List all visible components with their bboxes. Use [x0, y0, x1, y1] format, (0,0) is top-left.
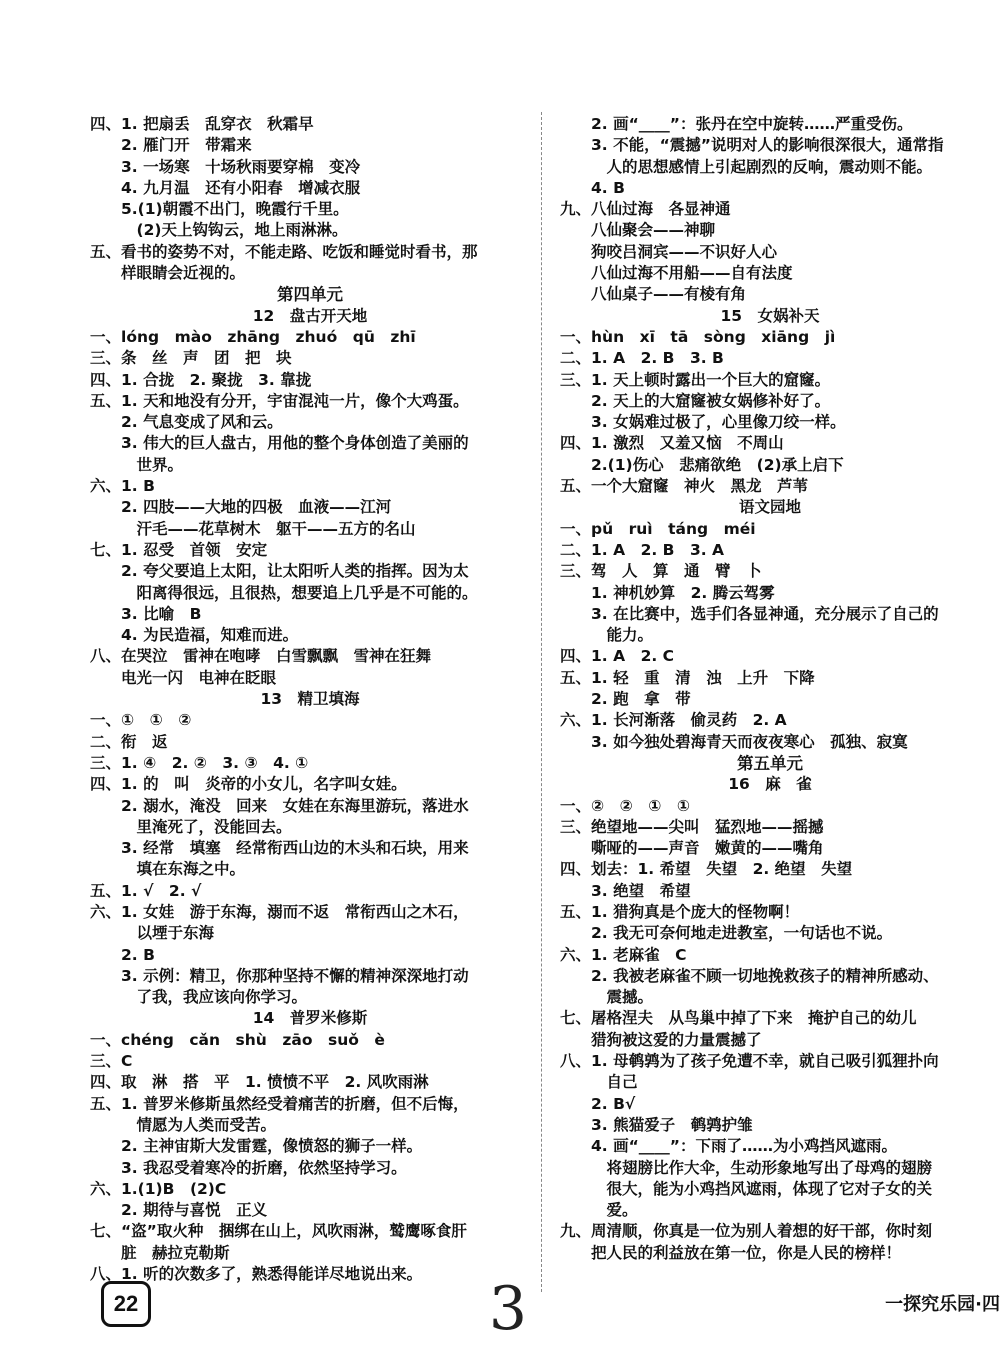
lesson-heading: 15 女娲补天	[720, 306, 820, 325]
answer-line: 将翅膀比作大伞，生动形象地写出了母鸡的翅膀	[560, 1158, 933, 1177]
answer-line: 人的思想感情上引起剧烈的反响，震动则不能。	[560, 157, 933, 176]
answer-line: 六、1.(1)B (2)C	[90, 1179, 227, 1198]
answer-line: 九、周清顺，你真是一位为别人着想的好干部，你时刻	[560, 1222, 933, 1241]
answer-line: 以堙于东海	[90, 924, 215, 943]
answer-line: 2. 期待与喜悦 正义	[90, 1201, 268, 1220]
answer-line: 一、chéng cǎn shù zāo suǒ è	[90, 1030, 385, 1049]
answer-line: 四、取 淋 搭 平 1. 愤愤不平 2. 风吹雨淋	[90, 1073, 429, 1092]
answer-line: 3. 不能，“震撼”说明对人的影响很深很大，通常指	[560, 136, 944, 155]
page-number: 22	[101, 1281, 151, 1327]
answer-line: 九、八仙过海 各显神通	[560, 200, 731, 219]
answer-line: 2. 我无可奈何地走进教室，一句话也不说。	[560, 924, 893, 943]
answer-line: 六、1. 老麻雀 C	[560, 945, 687, 964]
answer-line: 嘶哑的——声音 嫩黄的——嘴角	[560, 839, 824, 858]
answer-line: 2. 气息变成了风和云。	[90, 413, 283, 432]
answer-line: 能力。	[560, 626, 654, 645]
answer-line: 四、1. 的 叫 炎帝的小女儿，名字叫女娃。	[90, 775, 407, 794]
lesson-heading: 16 麻 雀	[728, 775, 812, 794]
answer-line: 了我，我应该向你学习。	[90, 988, 308, 1007]
answer-line: 六、1. B	[90, 477, 155, 496]
answer-line: 3. 熊猫爱子 鹌鹑护雏	[560, 1115, 753, 1134]
answer-line: 五、1. 天和地没有分开，宇宙混沌一片，像个大鸡蛋。	[90, 391, 469, 410]
answer-line: 2. B	[90, 945, 155, 964]
answer-line: 里淹死了，没能回去。	[90, 817, 292, 836]
book-brand: 一探究乐园·四	[885, 1294, 1000, 1315]
answer-line: 5.(1)朝霞不出门，晚霞行千里。	[90, 200, 349, 219]
answer-line: 2. 跑 拿 带	[560, 690, 691, 709]
answer-line: 脏 赫拉克勒斯	[90, 1243, 230, 1262]
answer-line: 一、② ② ① ①	[560, 796, 690, 815]
answer-line: 二、衔 返	[90, 732, 168, 751]
answer-line: 情愿为人类而受苦。	[90, 1115, 277, 1134]
answer-line: 填在东海之中。	[90, 860, 246, 879]
answer-line: 阳离得很远，且很热，想要追上几乎是不可能的。	[90, 583, 478, 602]
answer-line: 狗咬吕洞宾——不识好人心	[560, 242, 778, 261]
lesson-heading: 12 盘古开天地	[252, 306, 368, 325]
answer-line: 八仙聚会——神聊	[560, 221, 716, 240]
right-column	[560, 114, 980, 1264]
answer-line: 很大，能为小鸡挡风遮雨，体现了它对子女的关	[560, 1179, 933, 1198]
answer-line: 2.(1)伤心 悲痛欲绝 (2)承上启下	[560, 455, 844, 474]
answer-line: 五、1. √ 2. √	[90, 881, 202, 900]
answer-line: 六、1. 女娃 游于东海，溺而不返 常衔西山之木石，	[90, 902, 469, 921]
answer-line: 4. B	[560, 178, 625, 197]
lesson-heading: 14 普罗米修斯	[252, 1009, 368, 1028]
answer-line: 四、1. 合拢 2. 聚拢 3. 靠拢	[90, 370, 312, 389]
answer-line: 把人民的利益放在第一位，你是人民的榜样！	[560, 1243, 902, 1262]
answer-line: 三、驾 人 算 通 臂 卜	[560, 562, 762, 581]
answer-line: 八仙桌子——有棱有角	[560, 285, 747, 304]
answer-line: 2. 溺水，淹没 回来 女娃在东海里游玩，落进水	[90, 796, 469, 815]
answer-line: 3. 经常 填塞 经常衔西山边的木头和石块，用来	[90, 839, 469, 858]
answer-line: 七、屠格涅夫 从鸟巢中掉了下来 掩护自己的幼儿	[560, 1009, 917, 1028]
answer-line: 四、1. 把扇丢 乱穿衣 秋霜早	[90, 115, 314, 133]
answer-line: 三、1. ④ 2. ② 3. ③ 4. ①	[90, 753, 309, 772]
answer-line: 三、1. 天上顿时露出一个巨大的窟窿。	[560, 370, 831, 389]
handwritten-mark: 3	[488, 1274, 528, 1344]
answer-line: 一、lóng mào zhāng zhuó qū zhī	[90, 327, 416, 346]
answer-line: 五、一个大窟窿 神火 黑龙 芦苇	[560, 477, 809, 496]
answer-line: 八仙过海不用船——自有法度	[560, 264, 793, 283]
answer-line: 猎狗被这爱的力量震撼了	[560, 1030, 762, 1049]
unit-title: 第五单元	[737, 753, 803, 773]
answer-line: 1. 神机妙算 2. 腾云驾雾	[560, 583, 775, 602]
answer-line: 八、1. 母鹌鹑为了孩子免遭不幸，就自己吸引狐狸扑向	[560, 1052, 939, 1071]
answer-line: 3. 一场寒 十场秋雨要穿棉 变冷	[90, 157, 361, 176]
answer-line: 五、1. 轻 重 清 浊 上升 下降	[560, 668, 815, 687]
left-column	[90, 114, 530, 1285]
answer-line: 3. 我忍受着寒冷的折磨，依然坚持学习。	[90, 1158, 407, 1177]
answer-line: 3. 在比赛中，选手们各显神通，充分展示了自己的	[560, 604, 939, 623]
answer-line: 震撼。	[560, 988, 654, 1007]
answer-line: 3. 女娲难过极了，心里像刀绞一样。	[560, 413, 846, 432]
answer-line: 五、1. 普罗米修斯虽然经受着痛苦的折磨，但不后悔，	[90, 1094, 469, 1113]
answer-line: 自己	[560, 1073, 638, 1092]
answer-line: 电光一闪 电神在眨眼	[90, 668, 277, 687]
answer-line: 汗毛——花草树木 躯干——五方的名山	[90, 519, 416, 538]
answer-line: 2. B√	[560, 1094, 636, 1113]
answer-line: 一、pǔ ruì táng méi	[560, 519, 756, 538]
answer-line: 4. 为民造福，知难而进。	[90, 626, 299, 645]
answer-line: 五、看书的姿势不对，不能走路、吃饭和睡觉时看书，那	[90, 242, 478, 261]
answer-line: 四、1. 激烈 又羞又恼 不周山	[560, 434, 784, 453]
answer-line: 爱。	[560, 1201, 638, 1220]
lesson-heading: 语文园地	[738, 498, 801, 517]
answer-line: 2. 四肢——大地的四极 血液——江河	[90, 498, 392, 517]
column-divider	[541, 112, 542, 1292]
answer-line: 七、“盗”取火种 捆绑在山上，风吹雨淋，鹫鹰啄食肝	[90, 1222, 467, 1241]
lesson-heading: 13 精卫填海	[260, 690, 360, 709]
answer-line: 2. 我被老麻雀不顾一切地挽救孩子的精神所感动、	[560, 966, 939, 985]
answer-line: 3. 伟大的巨人盘古，用他的整个身体创造了美丽的	[90, 434, 469, 453]
answer-line: 三、条 丝 声 团 把 块	[90, 349, 292, 368]
answer-line: 3. 如今独处碧海青天而夜夜寒心 孤独、寂寞	[560, 732, 908, 751]
answer-line: 二、1. A 2. B 3. B	[560, 349, 724, 368]
answer-line: 样眼睛会近视的。	[90, 264, 246, 283]
answer-line: 3. 绝望 希望	[560, 881, 691, 900]
answer-line: 2. 夸父要追上太阳，让太阳听人类的指挥。因为太	[90, 562, 469, 581]
unit-title: 第四单元	[277, 285, 343, 305]
answer-line: 3. 示例：精卫，你那种坚持不懈的精神深深地打动	[90, 966, 469, 985]
answer-line: 六、1. 长河渐落 偷灵药 2. A	[560, 711, 787, 730]
answer-line: 3. 比喻 B	[90, 604, 202, 623]
answer-line: 2. 画“____”：张丹在空中旋转……严重受伤。	[560, 115, 913, 133]
answer-line: (2)天上钩钩云，地上雨淋淋。	[90, 221, 348, 240]
answer-line: 三、绝望地——尖叫 猛烈地——摇撼	[560, 817, 824, 836]
answer-line: 二、1. A 2. B 3. A	[560, 540, 725, 559]
answer-line: 五、1. 猎狗真是个庞大的怪物啊！	[560, 902, 800, 921]
answer-line: 2. 天上的大窟窿被女娲修补好了。	[560, 391, 831, 410]
answer-line: 四、划去：1. 希望 失望 2. 绝望 失望	[560, 860, 853, 879]
answer-line: 4. 九月温 还有小阳春 增减衣服	[90, 178, 361, 197]
answer-line: 4. 画“____”：下雨了……为小鸡挡风遮雨。	[560, 1137, 897, 1156]
answer-line: 三、C	[90, 1052, 133, 1071]
answer-line: 世界。	[90, 455, 184, 474]
answer-line: 2. 主神宙斯大发雷霆，像愤怒的狮子一样。	[90, 1137, 423, 1156]
answer-line: 一、hùn xī tā sòng xiāng jì	[560, 327, 836, 346]
answer-line: 一、① ① ②	[90, 711, 192, 730]
answer-line: 2. 雁门开 带霜来	[90, 136, 252, 155]
answer-line: 八、在哭泣 雷神在咆哮 白雪飘飘 雪神在狂舞	[90, 647, 432, 666]
answer-line: 七、1. 忍受 首领 安定	[90, 540, 268, 559]
answer-line: 八、1. 听的次数多了，熟悉得能详尽地说出来。	[90, 1265, 423, 1284]
answer-line: 四、1. A 2. C	[560, 647, 675, 666]
